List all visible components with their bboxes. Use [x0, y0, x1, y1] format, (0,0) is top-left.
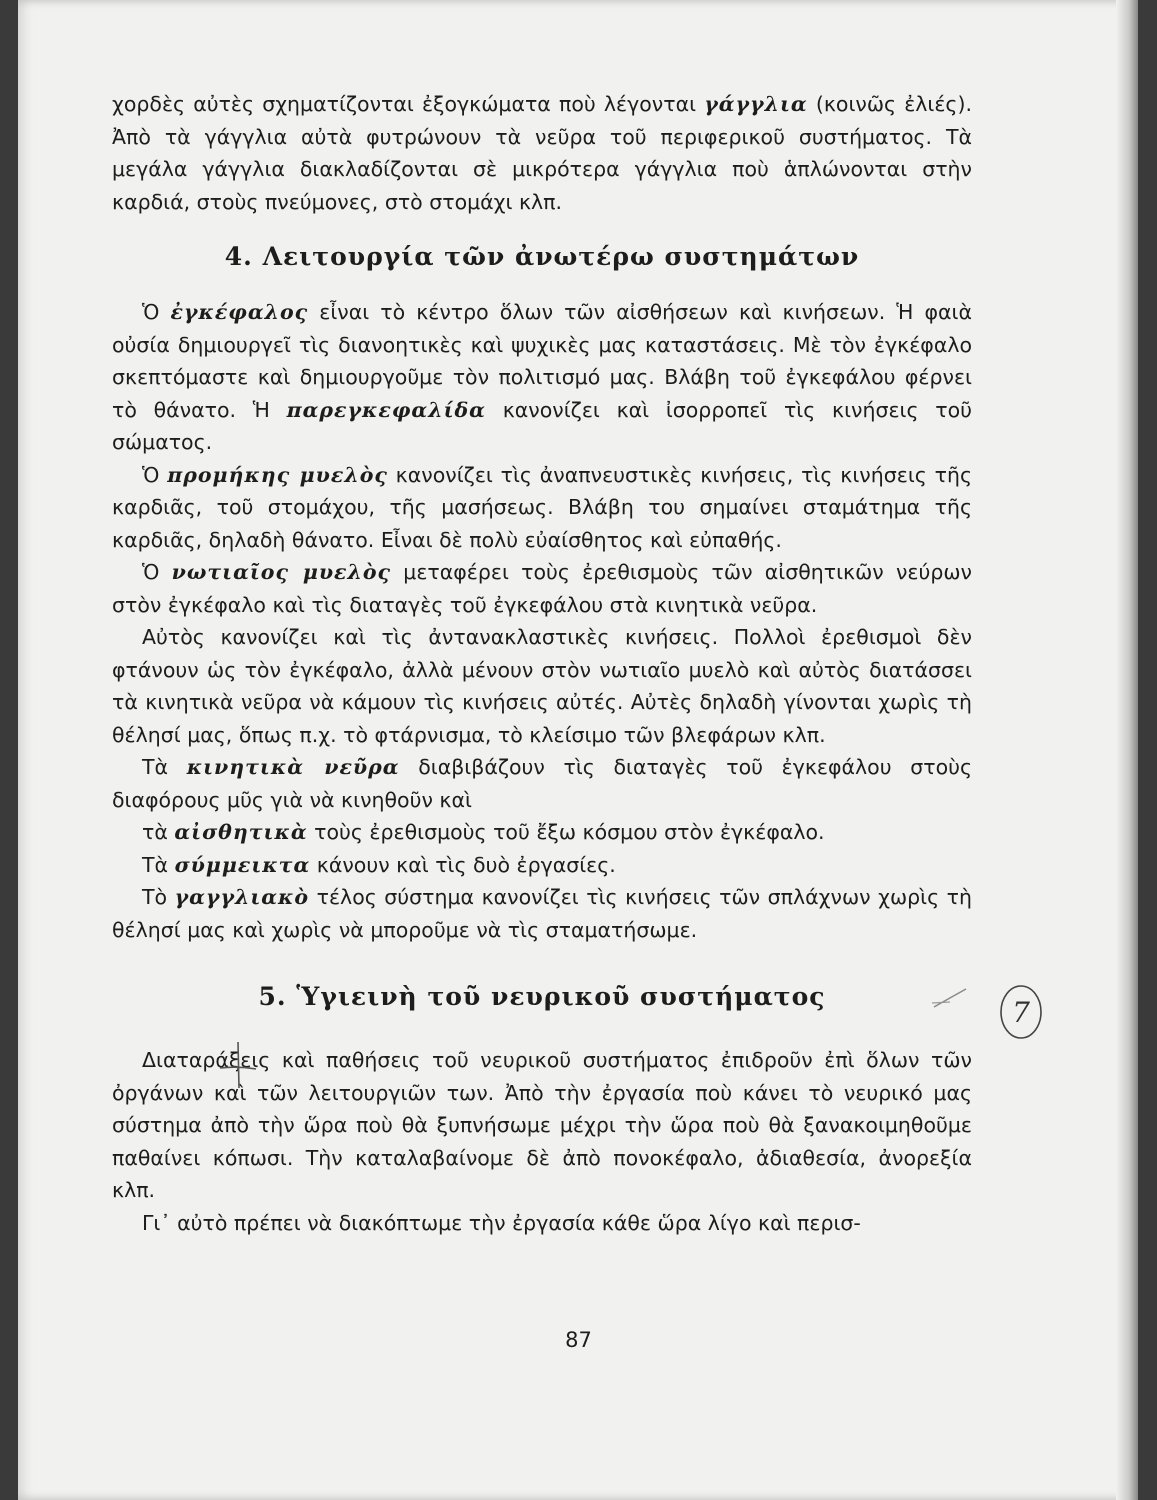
- handwritten-cross-mark: [218, 1040, 258, 1090]
- paragraph-rest: Γι᾽ αὐτὸ πρέπει νὰ διακόπτωμε τὴν ἐργασία κάθε ὥρα λίγο καὶ περισ-: [142, 1210, 861, 1235]
- section-5-heading: 5. Ὑγιεινὴ τοῦ νευρικοῦ συστήματος: [258, 982, 826, 1011]
- term-medulla: προμήκης μυελὸς: [167, 462, 388, 487]
- term-ganglionic: γαγγλιακὸ: [174, 885, 310, 909]
- paragraph-motor-nerves: Τὰ κινητικὰ νεῦρα διαβιβάζουν τὶς διαταγὲς τοῦ ἐγκεφάλου στοὺς διαφόρους μῦς γιὰ νὰ κινηθοῦν καὶ: [112, 755, 972, 812]
- paragraph-intro: χορδὲς αὐτὲς σχηματίζονται ἐξογκώματα ποὺ λέγονται γάγγλια (κοινῶς ἐλιές). Ἀπὸ τὰ γάγγλια αὐτὰ φυτρώνουν τὰ νεῦρα τοῦ περιφερικοῦ συστήματος. Τὰ μεγάλα γάγγλια διακλαδίζονται σὲ μικρότερα γάγγλια ποὺ ἁπλώνονται στὴν καρδιά, στοὺς πνεύμονες, στὸ στομάχι κλπ.: [112, 92, 972, 214]
- paragraph-spinal-cord: Ὁ νωτιαῖος μυελὸς μεταφέρει τοὺς ἐρεθισμοὺς τῶν αἰσθητικῶν νεύρων στὸν ἐγκέφαλο καὶ τὶς διαταγὲς τοῦ ἐγκεφάλου στὰ κινητικὰ νεῦρα.: [112, 560, 972, 617]
- term-gaglia: γάγγλια: [704, 92, 808, 116]
- term-spinal-cord: νωτιαῖος μυελὸς: [171, 560, 392, 584]
- term-sensory: αἰσθητικὰ: [174, 820, 308, 844]
- paragraph-reflexes: Αὐτὸς κανονίζει καὶ τὶς ἀντανακλαστικὲς κινήσεις. Πολλοὶ ἐρεθισμοὶ δὲν φτάνουν ὡς τὸν ἐγκέφαλο, ἀλλὰ μένουν στὸν νωτιαῖο μυελὸ καὶ αὐτὸς διατάσσει τὰ κινητικὰ νεῦρα νὰ κάμουν τὶς κινήσεις αὐτές. Αὐτὲς δηλαδὴ γίνονται χωρὶς τὴ θέλησί μας, ὅπως π.χ. τὸ φτάρνισμα, τὸ κλείσιμο τῶν βλεφάρων κλπ.: [112, 625, 972, 747]
- handwritten-number-text: 7: [1012, 996, 1030, 1029]
- section-4-heading: 4. Λειτουργία τῶν ἀνωτέρω συστημάτων: [224, 242, 860, 271]
- page-number: 87: [565, 1328, 592, 1352]
- paragraph-hygiene: Διαταράξεις καὶ παθήσεις τοῦ νευρικοῦ συστήματος ἐπιδροῦν ἐπὶ ὅλων τῶν ὀργάνων καὶ τῶν λειτουργιῶν των. Ἀπὸ τὴν ἐργασία ποὺ κάνει τὸ νευρικό μας σύστημα ἀπὸ τὴν ὥρα ποὺ θὰ ξυπνήσωμε μέχρι τὴν ὥρα ποὺ θὰ ξανακοιμηθοῦμε παθαίνει κόπωσι. Τὴν καταλαβαίνομε δὲ ἀπὸ πονοκέφαλο, ἀδιαθεσία, ἀνορεξία κλπ.: [112, 1048, 972, 1202]
- paragraph-medulla: Ὁ προμήκης μυελὸς κανονίζει τὶς ἀναπνευστικὲς κινήσεις, τὶς κινήσεις τῆς καρδιᾶς, τοῦ στομάχου, τῆς μασήσεως. Βλάβη του σημαίνει σταμάτημα τῆς καρδιᾶς, δηλαδὴ θάνατο. Εἶναι δὲ πολὺ εὐαίσθητος καὶ εὐπαθής.: [112, 462, 972, 552]
- paragraph-mixed-nerves: Τὰ σύμμεικτα κάνουν καὶ τὶς δυὸ ἐργασίες.: [142, 852, 616, 877]
- handwritten-circled-number: [996, 982, 1046, 1042]
- handwritten-dash-mark: [930, 985, 970, 1015]
- paragraph-sensory-nerves: τὰ αἰσθητικὰ τοὺς ἐρεθισμοὺς τοῦ ἔξω κόσμου στὸν ἐγκέφαλο.: [142, 820, 825, 844]
- page-edge-shadow: [1116, 0, 1138, 1500]
- paragraph-brain: Ὁ ἐγκέφαλος εἶναι τὸ κέντρο ὅλων τῶν αἰσθήσεων καὶ κινήσεων. Ἡ φαιὰ οὐσία δημιουργεῖ τὶς διανοητικὲς καὶ ψυχικὲς μας καταστάσεις. Μὲ τὸν ἐγκέφαλο σκεπτόμαστε καὶ δημιουργοῦμε τὸν πολιτισμό μας. Βλάβη τοῦ ἐγκεφάλου φέρνει τὸ θάνατο. Ἡ παρεγκεφαλίδα κανονίζει καὶ ἰσορροπεῖ τὶς κινήσεις τοῦ σώματος.: [112, 300, 972, 454]
- term-cerebellum: παρεγκεφαλίδα: [286, 397, 486, 422]
- term-motor-nerves: κινητικὰ νεῦρα: [186, 755, 400, 779]
- paragraph-ganglionic: Τὸ γαγγλιακὸ τέλος σύστημα κανονίζει τὶς κινήσεις τῶν σπλάχνων χωρὶς τὴ θέλησί μας καὶ χωρὶς νὰ μποροῦμε νὰ τὶς σταματήσωμε.: [112, 885, 972, 942]
- term-mixed: σύμμεικτα: [174, 852, 311, 877]
- term-brain: ἐγκέφαλος: [170, 300, 309, 324]
